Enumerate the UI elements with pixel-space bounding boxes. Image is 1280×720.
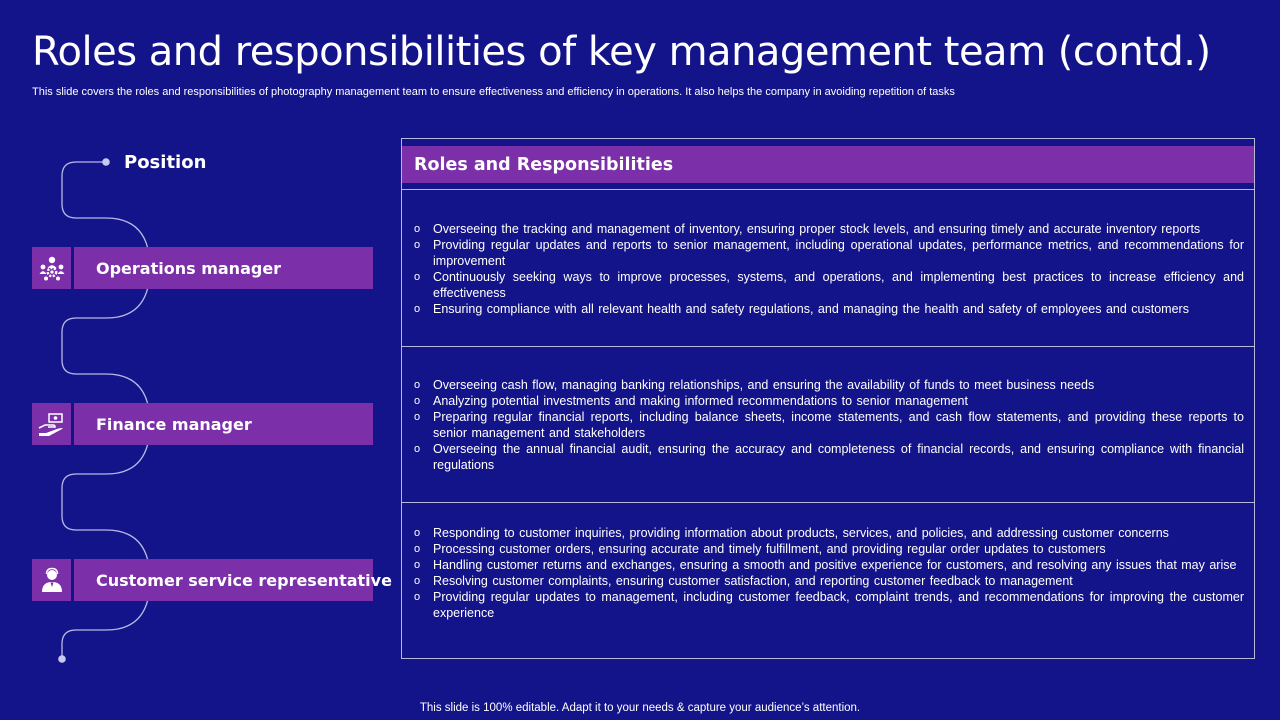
role-label-finance-manager: Finance manager <box>74 403 373 445</box>
list-item: o Providing regular updates to management, including customer feedback, complaint trends, and recommendations for improving the customer experience <box>414 590 1244 620</box>
list-item: o Continuously seeking ways to improve processes, systems, and operations, and implementing best practices to increase efficiency and effectiveness <box>414 270 1244 300</box>
responsibilities-cell-customer-service <box>414 525 1244 621</box>
hand-money-icon <box>32 403 71 445</box>
responsibilities-table <box>401 138 1255 659</box>
role-label-operations-manager: Operations manager <box>74 247 373 289</box>
slide-footer: This slide is 100% editable. Adapt it to your needs & capture your audience’s attention. <box>419 702 861 714</box>
list-item: o Ensuring compliance with all relevant health and safety regulations, and managing the health and safety of employees and customers <box>414 302 1189 316</box>
list-item: o Handling customer returns and exchanges, ensuring a smooth and positive experience for customers, and resolving any issues that may arise <box>414 558 1237 572</box>
responsibilities-header: Roles and Responsibilities <box>402 146 1254 183</box>
list-item: o Overseeing cash flow, managing banking relationships, and ensuring the availability of funds to meet business needs <box>414 378 1095 392</box>
timeline-end-dot <box>58 655 66 663</box>
list-item: o Analyzing potential investments and making informed recommendations to senior management <box>414 394 968 408</box>
representative-icon <box>32 559 71 601</box>
list-item: o Preparing regular financial reports, including balance sheets, income statements, and cash flow statements, and providing these reports to senior management and stakeholders <box>414 410 1244 440</box>
list-item: o Responding to customer inquiries, providing information about products, services, and policies, and addressing customer concerns <box>414 526 1169 540</box>
table-divider <box>402 346 1254 347</box>
list-item: o Overseeing the tracking and management of inventory, ensuring proper stock levels, and ensuring timely and accurate inventory reports <box>414 222 1201 236</box>
list-item: o Resolving customer complaints, ensuring customer satisfaction, and reporting customer feedback to management <box>414 574 1073 588</box>
timeline-start-dot <box>102 158 110 166</box>
slide-title: Roles and responsibilities of key management team (contd.) <box>32 29 1211 75</box>
people-gear-icon <box>32 247 71 289</box>
role-label-customer-service-representative: Customer service representative <box>74 559 373 601</box>
table-divider <box>402 189 1254 190</box>
responsibilities-cell-operations <box>414 221 1244 317</box>
list-item: o Providing regular updates and reports to senior management, including operational updates, performance metrics, and recommendations for improvement <box>414 238 1244 268</box>
position-heading: Position <box>124 152 207 173</box>
table-divider <box>402 502 1254 503</box>
list-item: o Processing customer orders, ensuring accurate and timely fulfillment, and providing regular order updates to customers <box>414 542 1106 556</box>
slide-subtitle: This slide covers the roles and responsibilities of photography management team to ensure effectiveness and efficiency in operations. It also helps the company in avoiding repetition of tasks <box>32 86 955 98</box>
list-item: o Overseeing the annual financial audit, ensuring the accuracy and completeness of financial records, and ensuring compliance with financial regulations <box>414 442 1244 472</box>
responsibilities-cell-finance <box>414 377 1244 473</box>
